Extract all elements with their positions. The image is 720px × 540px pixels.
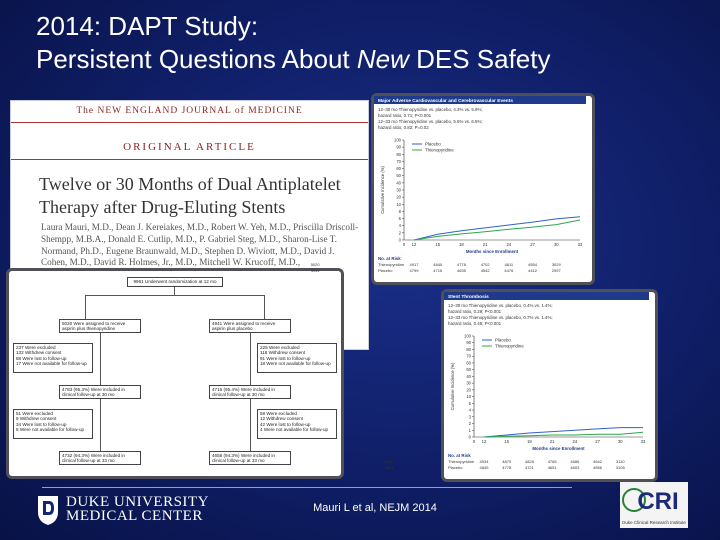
at-risk-value: 4828 bbox=[524, 459, 534, 464]
y-tick-label: 50 bbox=[396, 173, 401, 179]
at-risk-value: 4554 bbox=[528, 262, 538, 267]
cri-subtitle: Duke Clinical Research Institute bbox=[622, 520, 686, 525]
flow-connector bbox=[100, 399, 101, 451]
at-risk-value: 4845 bbox=[479, 465, 489, 470]
stent-thrombosis-chart bbox=[384, 292, 649, 473]
y-tick-label: 5 bbox=[468, 400, 471, 406]
chart-title: Major Adverse Cardiovascular and Cerebrovascular Events bbox=[378, 99, 513, 104]
y-tick-label: 20 bbox=[396, 194, 401, 200]
at-risk-value: 4941 bbox=[384, 465, 394, 470]
x-tick-label: 24 bbox=[572, 439, 578, 444]
flow-right-30mo-box: 4716 (95.4%) Were included in clinical follow-up at 30 mo bbox=[209, 385, 291, 399]
y-tick-label: 70 bbox=[466, 353, 471, 359]
y-tick-label: 80 bbox=[396, 151, 401, 157]
footer-rule bbox=[42, 487, 572, 488]
y-tick-label: 100 bbox=[394, 137, 401, 143]
y-axis-label: Cumulative Incidence (%) bbox=[380, 166, 385, 214]
x-tick-label: 27 bbox=[595, 439, 600, 444]
at-risk-value: 4870 bbox=[502, 459, 512, 464]
x-tick-label: 21 bbox=[482, 242, 488, 247]
y-tick-label: 90 bbox=[466, 340, 471, 346]
x-axis-label: Months since Enrollment bbox=[465, 249, 519, 254]
y-tick-label: 30 bbox=[396, 187, 401, 193]
y-tick-label: 40 bbox=[466, 373, 471, 379]
consort-flowchart bbox=[6, 268, 344, 479]
at-risk-value: 4917 bbox=[409, 262, 419, 267]
title-line-2 bbox=[36, 43, 706, 76]
at-risk-value: 4542 bbox=[480, 268, 490, 273]
flow-connector bbox=[100, 333, 101, 385]
at-risk-value: 4686 bbox=[570, 459, 580, 464]
flow-connector bbox=[174, 287, 175, 295]
at-risk-value: 4611 bbox=[504, 262, 514, 267]
y-tick-label: 50 bbox=[466, 367, 471, 373]
at-risk-value: 5020 bbox=[310, 262, 320, 267]
flow-left-assigned-box: 5020 Were assigned to receive aspirin plus thienopyridine bbox=[59, 319, 141, 333]
at-risk-value: 4603 bbox=[570, 465, 580, 470]
flow-left-33mo-box: 4732 (94.3%) Were included in clinical follow-up at 33 mo bbox=[59, 451, 141, 465]
x-axis-label: Months since Enrollment bbox=[532, 446, 585, 451]
y-tick-label: 100 bbox=[464, 333, 471, 339]
at-risk-value: 4635 bbox=[456, 268, 466, 273]
at-risk-value: 5020 bbox=[384, 459, 394, 464]
at-risk-row-name: Thienopyridine bbox=[448, 459, 475, 464]
at-risk-value: 4715 bbox=[433, 268, 443, 273]
flow-left-30mo-box: 4783 (95.3%) Were included in clinical follow-up at 30 mo bbox=[59, 385, 141, 399]
series-line-placebo bbox=[484, 428, 643, 437]
journal-masthead: The NEW ENGLAND JOURNAL of MEDICINE bbox=[76, 106, 303, 116]
x-tick-label: 21 bbox=[549, 439, 555, 444]
at-risk-row-name: Placebo bbox=[448, 465, 463, 470]
at-risk-value: 3105 bbox=[615, 465, 625, 470]
x-tick-label: 30 bbox=[553, 242, 559, 247]
flow-randomization-box: 9961 Underwent randomization at 12 mo bbox=[127, 277, 223, 287]
flow-right-excluded-box: 225 Were excluded 116 Withdrew consent 91 Were lost to follow-up 18 Were not available for follow-up bbox=[257, 343, 337, 373]
at-risk-value: 4651 bbox=[547, 465, 557, 470]
x-tick-label: 0 bbox=[472, 439, 476, 444]
x-tick-label: 0 bbox=[402, 242, 406, 247]
y-tick-label: 30 bbox=[466, 380, 471, 386]
title-line-2-pre: Persistent Questions About bbox=[36, 44, 357, 74]
at-risk-value: 4412 bbox=[528, 268, 538, 273]
flow-connector bbox=[250, 399, 251, 451]
article-section: ORIGINAL ARTICLE bbox=[123, 141, 256, 153]
y-tick-label: 60 bbox=[466, 360, 471, 366]
cri-logo bbox=[620, 482, 688, 528]
x-tick-label: 12 bbox=[481, 439, 487, 444]
at-risk-row-name: Placebo bbox=[378, 268, 393, 273]
flow-left-excluded2-box: 51 Were excluded 9 Withdrew consent 34 Were lost to follow-up 8 Were not available for follow-up bbox=[13, 409, 93, 439]
duke-shield-icon bbox=[36, 494, 60, 526]
y-tick-label: 80 bbox=[466, 346, 471, 352]
title-line-2-em: New bbox=[356, 44, 409, 74]
chart-annotation: 12–30 mo Thienopyridine vs. placebo, 0.4% vs. 1.4%; bbox=[448, 303, 553, 308]
chart-annotation: 12–30 mo Thienopyridine vs. placebo, 4.3% vs. 5.9%; bbox=[378, 107, 483, 112]
x-tick-label: 18 bbox=[459, 242, 464, 247]
y-tick-label: 4 bbox=[398, 223, 401, 229]
citation: Mauri L et al, NEJM 2014 bbox=[313, 502, 437, 514]
x-tick-label: 30 bbox=[617, 439, 623, 444]
y-tick-label: 3 bbox=[468, 414, 471, 420]
x-tick-label: 24 bbox=[506, 242, 512, 247]
at-risk-value: 4642 bbox=[593, 459, 603, 464]
at-risk-value: 4556 bbox=[593, 465, 603, 470]
at-risk-value: 4702 bbox=[480, 262, 490, 267]
at-risk-row-name: Thienopyridine bbox=[378, 262, 405, 267]
flow-right-33mo-box: 4658 (94.3%) Were included in clinical follow-up at 33 mo bbox=[209, 451, 291, 465]
at-risk-value: 4934 bbox=[479, 459, 489, 464]
y-tick-label: 90 bbox=[396, 144, 401, 150]
y-tick-label: 2 bbox=[398, 230, 401, 236]
macce-chart-panel bbox=[310, 93, 595, 285]
x-tick-label: 18 bbox=[527, 439, 532, 444]
y-tick-label: 70 bbox=[396, 158, 401, 164]
article-authors: Laura Mauri, M.D., Dean J. Kereiakes, M.D., Robert W. Yeh, M.D., Priscilla Driscoll-Shempp, M.B.A., Donald E. Cutlip, M.D., P. Gabriel Steg, M.D., Sharon-Lise T. Normand, Ph.D., Eugene Braunwald, M.D., Stephen D. Wiviott, M.D., David J. Cohen, M.D., David R. Holmes, Jr., M.D., Mitchell W. Krucoff, M.D., bbox=[41, 222, 359, 268]
at-risk-value: 2997 bbox=[551, 268, 561, 273]
y-tick-label: 0 bbox=[468, 434, 471, 440]
x-tick-label: 15 bbox=[435, 242, 441, 247]
y-tick-label: 40 bbox=[396, 180, 401, 186]
at-risk-label: No. at Risk bbox=[378, 256, 401, 261]
at-risk-value: 4778 bbox=[456, 262, 466, 267]
at-risk-value: 4765 bbox=[547, 459, 557, 464]
flow-right-assigned-box: 4941 Were assigned to receive aspirin plus placebo bbox=[209, 319, 291, 333]
masthead-rule bbox=[11, 122, 368, 123]
flow-connector bbox=[85, 295, 86, 319]
legend-label: Placebo bbox=[425, 141, 441, 147]
at-risk-value: 4799 bbox=[409, 268, 419, 273]
legend-label: Thienopyridine bbox=[495, 343, 524, 349]
y-tick-label: 60 bbox=[396, 166, 401, 172]
at-risk-value: 3029 bbox=[551, 262, 561, 267]
x-tick-label: 27 bbox=[530, 242, 535, 247]
y-tick-label: 1 bbox=[468, 427, 471, 433]
x-tick-label: 12 bbox=[411, 242, 417, 247]
flow-left-excluded-box: 237 Were excluded 132 Withdrew consent 88 Were lost to follow-up 17 Were not available for follow-up bbox=[13, 343, 93, 373]
x-tick-label: 33 bbox=[577, 242, 583, 247]
at-risk-value: 4775 bbox=[502, 465, 512, 470]
article-title: Twelve or 30 Months of Dual Antiplatelet Therapy after Drug-Eluting Stents bbox=[39, 174, 341, 217]
chart-annotation: hazard ratio, 0.71; P<0.001 bbox=[378, 113, 432, 118]
duke-line-1: DUKE UNIVERSITY bbox=[66, 494, 209, 510]
flow-right-excluded2-box: 58 Were excluded 12 Withdrew consent 42 Were lost to follow-up 4 Were not available for follow-up bbox=[257, 409, 337, 439]
at-risk-value: 3110 bbox=[615, 459, 625, 464]
slide-title bbox=[36, 10, 706, 76]
x-tick-label: 33 bbox=[640, 439, 646, 444]
series-line-thienopyridine bbox=[414, 220, 580, 240]
section-rule bbox=[11, 159, 368, 160]
y-tick-label: 2 bbox=[468, 421, 471, 427]
y-tick-label: 10 bbox=[466, 394, 471, 400]
chart-annotation: 12–33 mo Thienopyridine vs. placebo, 5.6% vs. 6.5%; bbox=[378, 119, 483, 124]
y-tick-label: 8 bbox=[398, 208, 401, 214]
title-line-2-post: DES Safety bbox=[408, 44, 551, 74]
duke-logo bbox=[36, 494, 226, 526]
chart-annotation: 12–33 mo Thienopyridine vs. placebo, 0.7% vs. 1.4%; bbox=[448, 315, 553, 320]
at-risk-value: 4941 bbox=[310, 268, 320, 273]
y-tick-label: 20 bbox=[466, 387, 471, 393]
y-tick-label: 0 bbox=[398, 237, 401, 243]
flow-connector bbox=[85, 295, 265, 296]
at-risk-label: No. at Risk bbox=[448, 453, 471, 458]
y-tick-label: 6 bbox=[398, 216, 401, 222]
x-tick-label: 15 bbox=[504, 439, 510, 444]
legend-label: Placebo bbox=[495, 337, 511, 343]
at-risk-value: 4721 bbox=[524, 465, 534, 470]
cri-logo-icon bbox=[620, 482, 688, 528]
cri-wordmark: CRI bbox=[637, 488, 679, 515]
stent-thrombosis-chart-panel bbox=[384, 289, 658, 482]
at-risk-value: 4476 bbox=[504, 268, 514, 273]
at-risk-value: 4840 bbox=[433, 262, 443, 267]
y-axis-label: Cumulative Incidence (%) bbox=[450, 362, 455, 411]
flow-connector bbox=[250, 333, 251, 385]
macce-chart bbox=[310, 96, 586, 276]
y-tick-label: 4 bbox=[468, 407, 471, 413]
duke-name bbox=[66, 495, 209, 523]
chart-title: Stent Thrombosis bbox=[448, 295, 489, 300]
y-tick-label: 10 bbox=[396, 201, 401, 207]
chart-annotation: hazard ratio, 0.45; P<0.001 bbox=[448, 321, 502, 326]
title-line-1: 2014: DAPT Study: bbox=[36, 11, 259, 41]
flow-connector bbox=[264, 295, 265, 319]
chart-annotation: hazard ratio, 0.29; P<0.001 bbox=[448, 309, 502, 314]
duke-line-2: MEDICAL CENTER bbox=[66, 508, 203, 524]
chart-annotation: hazard ratio, 0.82; P=0.02 bbox=[378, 125, 429, 130]
legend-label: Thienopyridine bbox=[425, 147, 454, 153]
